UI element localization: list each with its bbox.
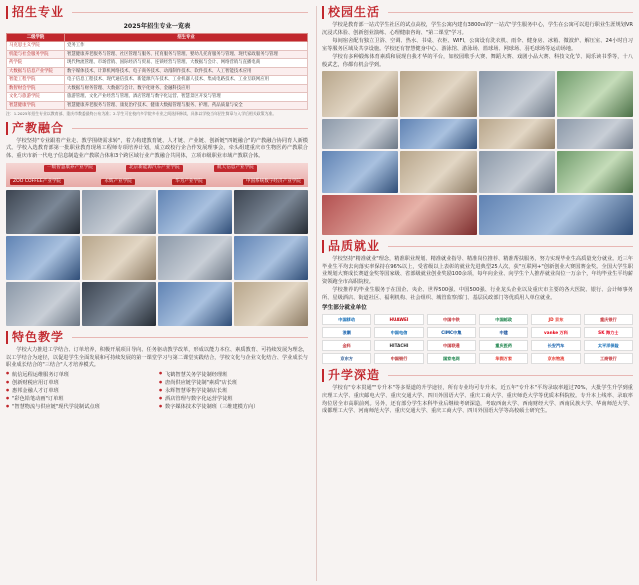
training-photo [234, 190, 308, 234]
table-row [7, 42, 308, 51]
partner-logo: vanke 万科 [531, 327, 580, 338]
college-cell: 机能与社会服务学院 [7, 50, 65, 59]
campus-photo [479, 119, 555, 149]
upgrade-header [322, 367, 633, 384]
partner-logo: 中国电信 [374, 327, 423, 338]
employment-header [322, 238, 633, 255]
training-photo [82, 190, 156, 234]
admissions-header [6, 4, 308, 21]
partner-logo: 中国联通 [427, 340, 476, 351]
training-photo [82, 282, 156, 326]
partner-logo: CIMC中集 [427, 327, 476, 338]
campus-photo [322, 119, 398, 149]
section-marker [322, 6, 324, 19]
banner-label: 一级智慧康养产业学院 [44, 165, 96, 172]
admissions-table [6, 33, 308, 111]
partner-logo: JD 京东 [531, 314, 580, 325]
training-photo [234, 236, 308, 280]
admissions-table-title: 2025年招生专业一览表 [123, 23, 191, 30]
majors-cell: 数字媒体技术、计算机网络技术、电子商务技术、动漫制作技术、软件技术、人工智能技术应用 [65, 67, 308, 76]
section-rule [388, 12, 633, 13]
features-header [6, 329, 308, 346]
campus-photo [322, 195, 477, 235]
list-item: ● "彩色铅笔动画"订单班 [6, 395, 155, 403]
partner-logo: 长安汽车 [531, 340, 580, 351]
partner-logo: 工商银行 [584, 353, 633, 364]
table-row [7, 76, 308, 85]
section-rule [72, 337, 308, 338]
list-item: ● "智慧物流与供应链"现代学徒制试点班 [6, 403, 155, 411]
campus-photo [400, 71, 476, 117]
partner-logo: 中建 [479, 327, 528, 338]
training-photo [6, 282, 80, 326]
upgrade-title: 升学深造 [328, 368, 381, 383]
employment-paragraph: 学校坚持"精准就业"理念，精准职业规划、精准就业指导、精准岗位推荐、精准帮扶服务，努力实现毕业生高质量充分就业。近三年毕业生平均去向落实率保持在96%以上，受省级以上表彰的就业先进典型25人次，获"互联网+"创新创业大赛国赛金奖。全国大学生职业规划大赛成长赛道金奖等国家级、省部级就业创业奖励100余项，每年向企业、向学生个人推荐就业岗位一万余个，年均毕业生平均薪资领跑全市高职院校。 [322, 256, 633, 285]
campus-photo [557, 119, 633, 149]
partner-logo: HITACHI [374, 340, 423, 351]
banner-label: 中国系统数字经济产业学院 [243, 179, 304, 186]
right-column [318, 0, 639, 585]
partner-logo: 重庆医药 [479, 340, 528, 351]
features-title: 特色教学 [12, 330, 65, 345]
table-header-row [7, 33, 308, 42]
banner-label: 华为产业学院 [172, 179, 206, 186]
partner-logo: SK 海力士 [584, 327, 633, 338]
campus-paragraph: 学校是教育部一站式学生社区的试点高校，学生公寓内建有3800㎡的"一站式"学生服务中心，学生在公寓可以进行职业生涯规划VR沉浸式体验、创新创业演练、心理健康咨询、"第二课堂"学习。 [322, 22, 633, 36]
table-row [7, 67, 308, 76]
campus-photo [322, 151, 398, 193]
partner-logo: 京东方 [322, 353, 371, 364]
features-list [6, 371, 308, 411]
campus-photo [479, 151, 555, 193]
table-row [7, 59, 308, 68]
partner-logo: 华润万家 [479, 353, 528, 364]
list-item: ● 创新财税应用订单班 [6, 379, 155, 387]
majors-cell: 电子信息工程技术、现代通信技术、新能源汽车技术、工业机器人技术、集成电路技术、工业互联网应用 [65, 76, 308, 85]
table-row [7, 50, 308, 59]
list-item: ● 酒店管理与数字化运营学徒班 [159, 395, 308, 403]
employment-paragraph: 学校推荐的毕业生服务于在国企、央企、世界500强、中国500强、行业龙头企业以及重庆市主要的各大医院、银行、会计师事务所、星级酒店、街道社区、福利机构、社会组织、城管监察部门、基层民政部门等优质用人单位就业。 [322, 287, 633, 301]
partner-logo: 中国银行 [374, 353, 423, 364]
campus-photo-grid [322, 71, 633, 235]
college-cell: 马克思主义学院 [7, 42, 65, 51]
training-photo [82, 236, 156, 280]
training-photo [234, 282, 308, 326]
campus-photo [400, 151, 476, 193]
table-row [7, 84, 308, 93]
table-row [7, 101, 308, 110]
admissions-title: 招生专业 [12, 4, 65, 19]
integration-title: 产教融合 [12, 120, 65, 135]
campus-photo [400, 119, 476, 149]
partner-logo: 中国邮政 [479, 314, 528, 325]
integration-header [6, 120, 308, 137]
partner-logo: 浪潮 [322, 327, 371, 338]
majors-cell: 大数据与财务管理、大数据与会计、数字化财务、金融科技应用 [65, 84, 308, 93]
campus-photo [479, 195, 634, 235]
college-cell: 智慧健康学院 [7, 101, 65, 110]
section-rule [388, 246, 633, 247]
list-item: ● 数字媒体技术学徒制班（三维建模方向） [159, 403, 308, 411]
header-college: 二级学院 [7, 33, 65, 42]
upgrade-paragraph: 学校有"专本贯通""专升本"等多渠道的升学途径，所有专业均可专升本。近五年"专升本"平均录取率超过70%，大批学生升学到重庆理工大学、重庆邮电大学、重庆交通大学、四川外国语大学、重庆工商大学、重庆师范大学等优质本科院校。专升本上线率、录取率均位居全市高职前列。另外，还有部分学生本科毕业后继续考研深造，考取西南大学、西南财经大学、西南民族大学、华南师范大学、成都理工大学、河南师范大学、重庆交通大学、重庆工商大学、四川外国语大学等高校硕士研究生。 [322, 385, 633, 415]
campus-photo [479, 71, 555, 117]
partner-logo: 京东物流 [531, 353, 580, 364]
column-divider [316, 6, 317, 581]
college-cell: 数智财会学院 [7, 84, 65, 93]
employment-title: 品质就业 [328, 239, 381, 253]
college-cell: 药学院 [7, 59, 65, 68]
training-photo [158, 282, 232, 326]
training-photo [6, 190, 80, 234]
section-rule [72, 128, 308, 129]
campus-header [322, 4, 633, 21]
banner-label: 永辉产业学院 [101, 179, 135, 186]
college-cell: 大数据与信息产业学院 [7, 67, 65, 76]
campus-paragraph: 每间宿舍配有独立卫浴、空调、热水、书桌、衣柜、WIFI，公寓设有洗衣机、雨伞、健身房、冰箱、微波炉、解压室、24小时自习室等服务区域及共享设施。学校还有智慧健身中心、游泳馆、游泳场、篮球场、网球场、羽毛球场等运动场地。 [322, 38, 633, 52]
campus-photo [557, 71, 633, 117]
industry-college-banner [6, 163, 308, 187]
partners-title: 学生部分就业单位 [322, 305, 367, 312]
training-photo [158, 236, 232, 280]
majors-cell: 党务工作 [65, 42, 308, 51]
partner-logo: 太平洋保险 [584, 340, 633, 351]
majors-cell: 智慧健康养老服务与管理、康复治疗技术、健康大数据管理与服务、护理、药品质量与安全 [65, 101, 308, 110]
college-cell: 智能工程学院 [7, 76, 65, 85]
list-item: ● 惠邦金融人才订单班 [6, 387, 155, 395]
section-marker [6, 122, 8, 135]
section-rule [388, 375, 633, 376]
section-rule [72, 12, 308, 13]
list-item: ● 唐尚供应链学徒制"素质"店长班 [159, 379, 308, 387]
partner-logo: 国家电网 [427, 353, 476, 364]
partner-logo: 金科 [322, 340, 371, 351]
campus-paragraph: 学校有多种锻炼体育素质和展现自我才华的平台，如校园歌手大赛、舞蹈大赛、戏剧小品大赛、科技文化节、阅乐读书季等，十八般武艺，你都有机会学到。 [322, 54, 633, 68]
campus-photo [322, 71, 398, 117]
training-photo [6, 236, 80, 280]
partner-logo-grid [322, 314, 633, 364]
list-item: ● 航信远程运维服务订单班 [6, 371, 155, 379]
section-marker [6, 331, 8, 344]
partner-logo: 中国移动 [322, 314, 371, 325]
majors-cell: 智慧健康养老服务与管理、社区管理与服务、托育服务与管理、婴幼儿托育服务与管理、现代家政服务与管理 [65, 50, 308, 59]
left-column [0, 0, 314, 585]
section-marker [322, 240, 324, 253]
campus-title: 校园生活 [328, 4, 381, 19]
list-item: ● 飞鹤智慧关务学徒制经理班 [159, 371, 308, 379]
features-body: 学校大力推进工学结合、订单培养，积极开展项目导向、任务驱动教学改革，形成以能力本位、素质教育、可持续发展为理念，以工学结合为途径，以促进学生全面发展和可持续发展的第一课堂学习与第二课堂实践结合，学校文化与企业文化结合、学业成长与职业成长结合的"三结合"人才培养模式。 [6, 347, 308, 369]
banner-label: 航天信息产业学院 [214, 165, 257, 172]
section-marker [6, 6, 8, 19]
training-photo [158, 190, 232, 234]
majors-cell: 现代物流管理、市场营销、国际经济与贸易、连锁经营与管理、大数据与会计、网络营销与直播电商 [65, 59, 308, 68]
banner-label: 北京新能源汽车产业学院 [126, 165, 183, 172]
section-marker [322, 369, 324, 382]
header-majors: 招生专业 [65, 33, 308, 42]
admissions-notes: 注：1.2025年招生专业以教育部、重庆市教委最终公布为准；2.学生可在校内多学院多专业之间选择修读，具体以学校当年招生简章与入学后相关政策为准。 [6, 111, 277, 117]
banner-label: ZOO COFFEE产业学院 [10, 179, 64, 186]
partner-logo: 中国中铁 [427, 314, 476, 325]
majors-cell: 旅游管理、文化产业经营与管理、酒店管理与数字化运营、智慧景区开发与管理 [65, 93, 308, 102]
campus-photo [557, 151, 633, 193]
college-cell: 文化与旅游学院 [7, 93, 65, 102]
list-item: ● 永辉智慧零售学徒制店长班 [159, 387, 308, 395]
table-row [7, 93, 308, 102]
training-photo-grid [6, 190, 308, 326]
partner-logo: HUAWEI [374, 314, 423, 325]
partner-logo: 重庆银行 [584, 314, 633, 325]
integration-body: 学校坚持"专业跟着产业走、教学围绕需求转"，着力构建教育链、人才链、产业链、创新链"四链融合"的产教融合协同育人新模式。学校入选教育部第一批职业教育现场工程师专项培养计划，成立政校行企合作发展理事会，牵头组建重庆市生物医药产教联合体、重庆市新一代电子信息制造业产教联合体和3个跨区域行业产教融合共同体，立项市级职业市域产教联合体。 [6, 137, 308, 159]
